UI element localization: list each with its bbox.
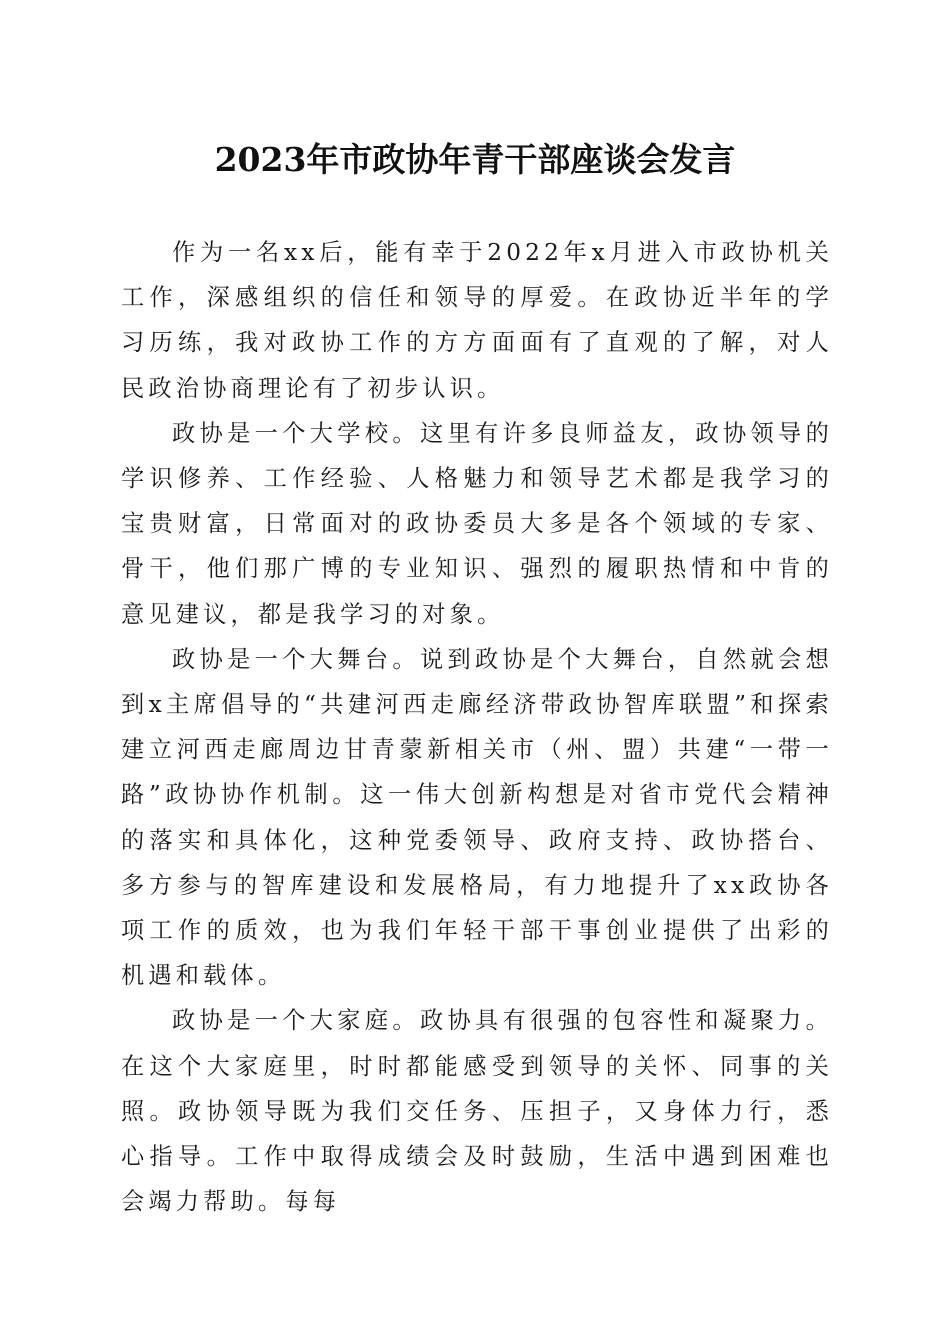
document-title: 2023年市政协年青干部座谈会发言 [214,140,736,179]
paragraph-3: 政协是一个大舞台。说到政协是个大舞台，自然就会想到x主席倡导的“共建河西走廊经济带政协智库联盟”和探索建立河西走廊周边甘青蒙新相关市（州、盟）共建“一带一路”政协协作机制。这一伟大创新构想是对省市党代会精神的落实和具体化，这种党委领导、政府支持、政协搭台、多方参与的智库建设和发展格局，有力地提升了xx政协各项工作的质效，也为我们年轻干部干事创业提供了出彩的机遇和载体。 [121,645,833,990]
document-body [121,230,833,1224]
paragraph-4: 政协是一个大家庭。政协具有很强的包容性和凝聚力。在这个大家庭里，时时都能感受到领导的关怀、同事的关照。政协领导既为我们交任务、压担子，又身体力行，悉心指导。工作中取得成绩会及时鼓励，生活中遇到困难也会竭力帮助。每每 [121,1007,833,1216]
paragraph-1: 作为一名xx后，能有幸于2022年x月进入市政协机关工作，深感组织的信任和领导的厚爱。在政协近半年的学习历练，我对政协工作的方方面面有了直观的了解，对人民政治协商理论有了初步认识。 [121,239,833,402]
paragraph-2: 政协是一个大学校。这里有许多良师益友，政协领导的学识修养、工作经验、人格魅力和领导艺术都是我学习的宝贵财富，日常面对的政协委员大多是各个领域的专家、骨干，他们那广博的专业知识、强烈的履职热情和中肯的意见建议，都是我学习的对象。 [121,419,833,628]
